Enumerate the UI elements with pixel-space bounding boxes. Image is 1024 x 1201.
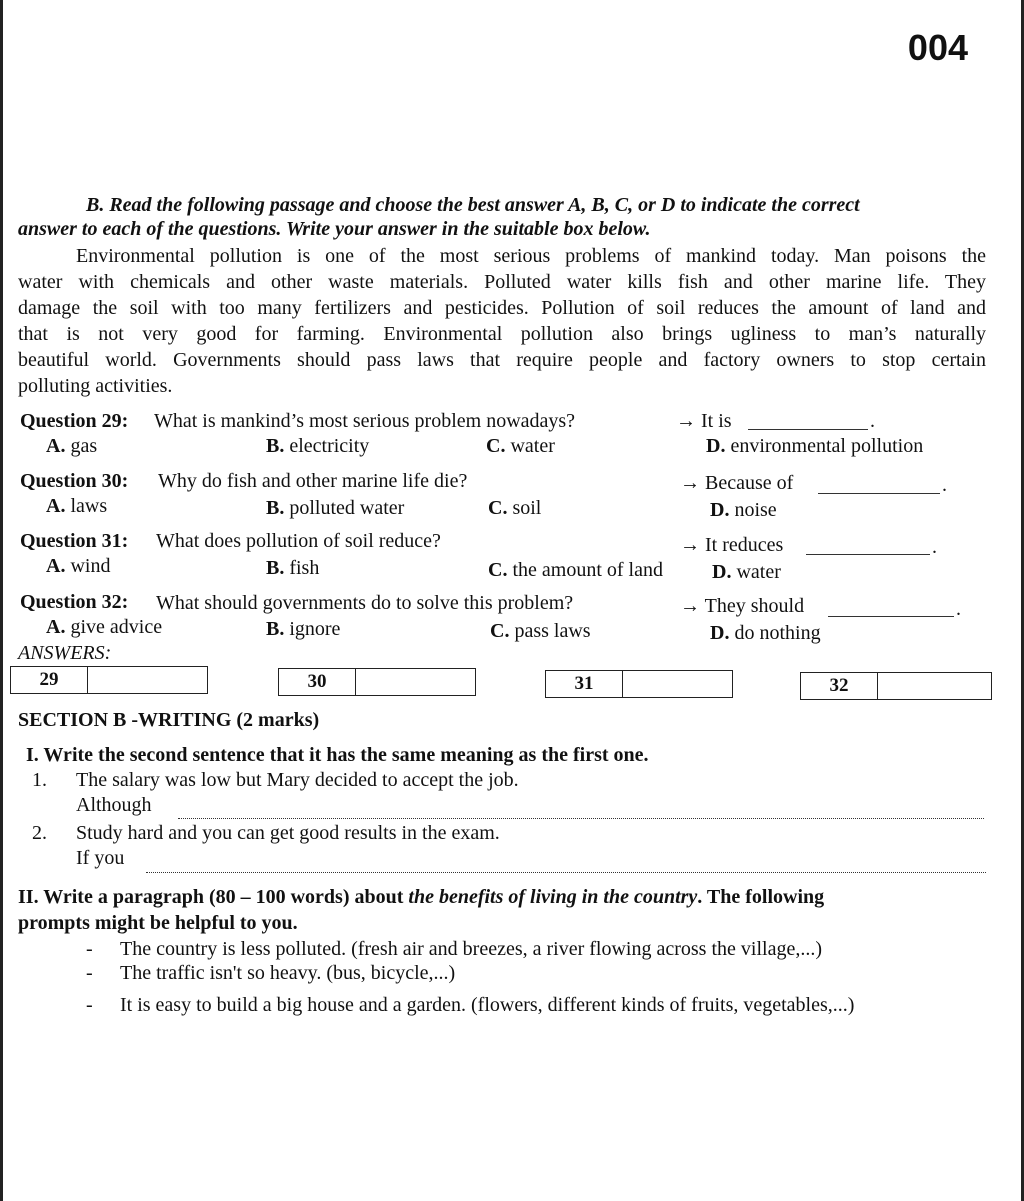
answer-end: . bbox=[870, 410, 875, 432]
answer-end: . bbox=[942, 474, 947, 496]
answer-prompt: → They should bbox=[680, 595, 805, 617]
writing-part1-title: I. Write the second sentence that it has the same meaning as the first one. bbox=[26, 744, 649, 766]
prompt-item: The country is less polluted. (fresh air and breezes, a river flowing across the village,...) bbox=[120, 938, 822, 960]
passage-line: beautiful world. Governments should pass laws that require people and factory owners to stop certain bbox=[18, 349, 986, 371]
option-d: D. do nothing bbox=[710, 622, 821, 644]
question-label: Question 32: bbox=[20, 591, 129, 613]
option-b: B. electricity bbox=[266, 435, 370, 457]
prompt-bullet: - bbox=[86, 962, 93, 984]
prompt-item: The traffic isn't so heavy. (bus, bicycle,...) bbox=[120, 962, 456, 984]
answer-box-field[interactable] bbox=[356, 669, 475, 695]
item-number: 2. bbox=[32, 822, 47, 844]
option-a: A. wind bbox=[46, 555, 111, 577]
item-number: 1. bbox=[32, 769, 47, 791]
answer-box-number: 29 bbox=[11, 667, 88, 693]
question-label: Question 31: bbox=[20, 530, 129, 552]
answer-blank[interactable] bbox=[806, 554, 930, 555]
question-text: What does pollution of soil reduce? bbox=[156, 530, 441, 552]
writing-part2-line2: prompts might be helpful to you. bbox=[18, 912, 298, 934]
rewrite-line[interactable] bbox=[146, 872, 986, 873]
option-a: A. gas bbox=[46, 435, 98, 457]
option-b: B. ignore bbox=[266, 618, 341, 640]
option-c: C. pass laws bbox=[490, 620, 591, 642]
exam-code: 004 bbox=[907, 27, 968, 68]
answer-blank[interactable] bbox=[748, 429, 868, 430]
answer-box-29[interactable] bbox=[10, 666, 208, 694]
answer-prompt: → Because of bbox=[680, 472, 794, 494]
question-text: What should governments do to solve this problem? bbox=[156, 592, 574, 614]
answer-blank[interactable] bbox=[828, 616, 954, 617]
passage-line: polluting activities. bbox=[18, 375, 173, 397]
passage-line: water with chemicals and other waste materials. Polluted water kills fish and other marine life. They bbox=[18, 271, 986, 293]
option-b: B. fish bbox=[266, 557, 320, 579]
answers-label: ANSWERS: bbox=[18, 642, 112, 664]
prompt-item: It is easy to build a big house and a garden. (flowers, different kinds of fruits, vegetables,...) bbox=[120, 994, 855, 1016]
answer-box-number: 30 bbox=[279, 669, 356, 695]
answer-box-number: 31 bbox=[546, 671, 623, 697]
option-d: D. water bbox=[712, 561, 781, 583]
page-border-left bbox=[0, 0, 3, 1201]
question-text: What is mankind’s most serious problem nowadays? bbox=[154, 410, 576, 432]
item-start: Although bbox=[76, 794, 152, 816]
passage-line: Environmental pollution is one of the most serious problems of mankind today. Man poisons the bbox=[76, 245, 986, 267]
question-label: Question 29: bbox=[20, 410, 129, 432]
answer-box-31[interactable] bbox=[545, 670, 733, 698]
passage-line: that is not very good for farming. Environmental pollution also brings ugliness to man’s naturally bbox=[18, 323, 986, 345]
question-text: Why do fish and other marine life die? bbox=[158, 470, 468, 492]
option-d: D. noise bbox=[710, 499, 777, 521]
option-c: C. soil bbox=[488, 497, 542, 519]
answer-prompt: → It reduces bbox=[680, 534, 784, 556]
item-sentence: Study hard and you can get good results in the exam. bbox=[76, 822, 500, 844]
answer-box-field[interactable] bbox=[623, 671, 732, 697]
answer-box-30[interactable] bbox=[278, 668, 476, 696]
answer-end: . bbox=[932, 536, 937, 558]
option-c: C. the amount of land bbox=[488, 559, 663, 581]
option-d: D. environmental pollution bbox=[706, 435, 924, 457]
passage-line: damage the soil with too many fertilizers and pesticides. Pollution of soil reduces the amount of land and bbox=[18, 297, 986, 319]
item-start: If you bbox=[76, 847, 125, 869]
section-b-title: SECTION B -WRITING (2 marks) bbox=[18, 709, 320, 731]
item-sentence: The salary was low but Mary decided to accept the job. bbox=[76, 769, 519, 791]
reading-instruction-line1: B. Read the following passage and choose the best answer A, B, C, or D to indicate the correct bbox=[86, 194, 860, 216]
answer-box-number: 32 bbox=[801, 673, 878, 699]
reading-instruction-line2: answer to each of the questions. Write your answer in the suitable box below. bbox=[18, 218, 651, 240]
option-a: A. laws bbox=[46, 495, 108, 517]
rewrite-line[interactable] bbox=[178, 818, 984, 819]
question-label: Question 30: bbox=[20, 470, 129, 492]
answer-end: . bbox=[956, 598, 961, 620]
writing-part2-line1: II. Write a paragraph (80 – 100 words) about the benefits of living in the country. The following bbox=[18, 886, 825, 908]
option-c: C. water bbox=[486, 435, 555, 457]
prompt-bullet: - bbox=[86, 994, 93, 1016]
answer-box-field[interactable] bbox=[88, 667, 207, 693]
answer-prompt: → It is bbox=[676, 410, 732, 432]
option-b: B. polluted water bbox=[266, 497, 405, 519]
answer-blank[interactable] bbox=[818, 493, 940, 494]
answer-box-field[interactable] bbox=[878, 673, 991, 699]
prompt-bullet: - bbox=[86, 938, 93, 960]
option-a: A. give advice bbox=[46, 616, 163, 638]
answer-box-32[interactable] bbox=[800, 672, 992, 700]
